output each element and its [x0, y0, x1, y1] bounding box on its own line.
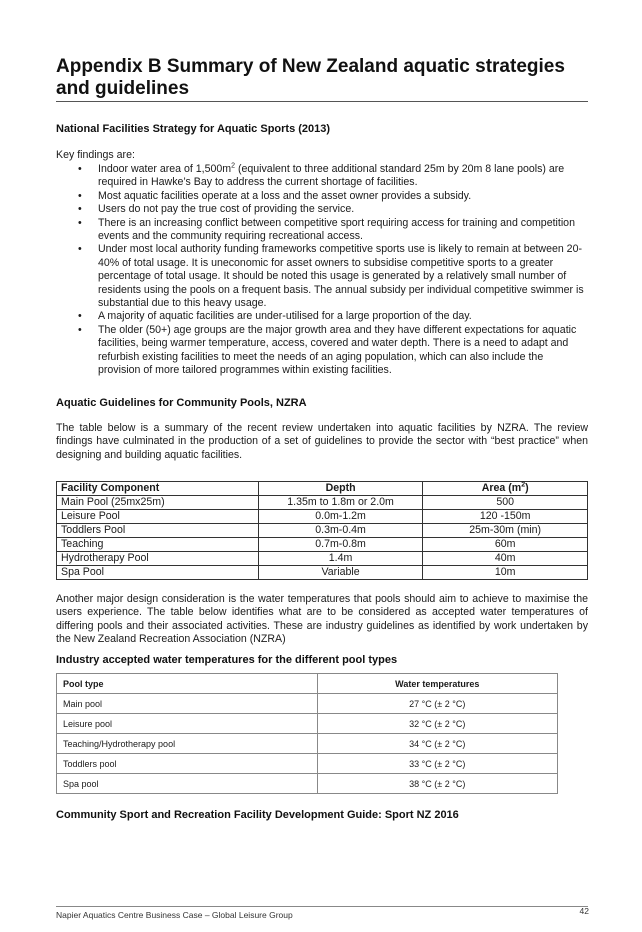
table-row: Toddlers pool 33 °C (± 2 °C) [57, 754, 558, 774]
nzra-summary-paragraph: The table below is a summary of the recent review undertaken into aquatic facilities by NZRA. The review findings have culminated in the production of a set of guidelines to provide the sector with “best practice” when designing and building aquatic facilities. [56, 422, 588, 461]
bullet-icon: • [78, 163, 82, 175]
table-row: Leisure pool 32 °C (± 2 °C) [57, 714, 558, 734]
water-temperature-paragraph: Another major design consideration is the water temperatures that pools should aim to achieve to maximise the users experience. The table below identifies what are to be considered as accepted water temperatures of differing pools and their associated activities. These are industry guidelines as identified by work undertaken by the New Zealand Recreation Association (NZRA) [56, 593, 588, 646]
bullet-icon: • [78, 310, 82, 323]
column-header: Facility Component [57, 482, 259, 496]
table-row: Spa pool 38 °C (± 2 °C) [57, 774, 558, 794]
bullet-icon: • [78, 323, 82, 336]
table-row: Main pool 27 °C (± 2 °C) [57, 694, 558, 714]
column-header: Depth [258, 482, 423, 496]
table-row: Toddlers Pool 0.3m-0.4m 25m-30m (min) [57, 524, 588, 538]
table-header-row [57, 482, 588, 496]
list-item: • Most aquatic facilities operate at a loss and the asset owner provides a subsidy. [78, 189, 472, 202]
column-header: Pool type [57, 674, 318, 694]
list-item: • A majority of aquatic facilities are under-utilised for a large proportion of the day. [78, 310, 472, 323]
bullet-icon: • [78, 243, 82, 256]
table-row: Leisure Pool 0.0m-1.2m 120 -150m [57, 510, 588, 524]
footer-rule [56, 906, 588, 907]
table-header-row [57, 674, 558, 694]
facility-components-table [56, 481, 588, 580]
column-header: Water temperatures [317, 674, 557, 694]
water-temperatures-table [56, 673, 558, 794]
list-item: • Under most local authority funding frameworks competitive sports use is likely to remain at between 20-40% of total usage. It is uneconomic for asset owners to subsidise competitive sports to a greater percentage of total usage. It should be noted this usage is generated by a relatively small number of residents using the pools on a frequent basis. The annual subsidy per individual competitive swimmer is substantial due to this heavy usage. [78, 243, 584, 310]
table-row: Spa Pool Variable 10m [57, 566, 588, 580]
title-rule [56, 101, 588, 102]
list-item: • Users do not pay the true cost of providing the service. [78, 203, 355, 216]
column-header: Area $(m^2)$ [423, 482, 588, 496]
section-heading-national-strategy: National Facilities Strategy for Aquatic Sports (2013) [56, 123, 331, 135]
list-item: • Indoor water area of $1,500m^2$ (equivalent to three additional standard 25m by 20m 8 lane pools) are required in Hawke’s Bay to address the current shortage of facilities. [78, 162, 565, 189]
appendix-title: Appendix B Summary of New Zealand aquatic strategies and guidelines [56, 56, 565, 99]
list-item: • There is an increasing conflict between competitive sport requiring access for training and competition events and the community requiring recreational access. [78, 216, 575, 243]
table-row: Teaching 0.7m-0.8m 60m [57, 538, 588, 552]
list-item: • The older (50+) age groups are the major growth area and they have different expectations for aquatic facilities, being warmer temperature, access, covered and water depth. There is a need to adapt and refurbish existing facilities to meet the needs of an aging population, which can also include the provision of more tailored programmes within existing facilities. [78, 323, 577, 377]
footer-text: Napier Aquatics Centre Business Case – Global Leisure Group [56, 910, 293, 920]
section-heading-water-temperatures: Industry accepted water temperatures for the different pool types [56, 654, 398, 666]
key-findings-list [56, 163, 588, 378]
section-heading-sport-nz-guide: Community Sport and Recreation Facility Development Guide: Sport NZ 2016 [56, 809, 459, 821]
bullet-icon: • [78, 216, 82, 229]
key-findings-intro: Key findings are: [56, 149, 135, 161]
table-row: Main Pool (25mx25m) 1.35m to 1.8m or 2.0m 500 [57, 496, 588, 510]
bullet-icon: • [78, 189, 82, 202]
table-row: Teaching/Hydrotherapy pool 34 °C (± 2 °C) [57, 734, 558, 754]
bullet-icon: • [78, 203, 82, 216]
section-heading-nzra-guidelines: Aquatic Guidelines for Community Pools, NZRA [56, 397, 307, 409]
table-row: Hydrotherapy Pool 1.4m 40m [57, 552, 588, 566]
page-number: 42 [579, 906, 589, 916]
